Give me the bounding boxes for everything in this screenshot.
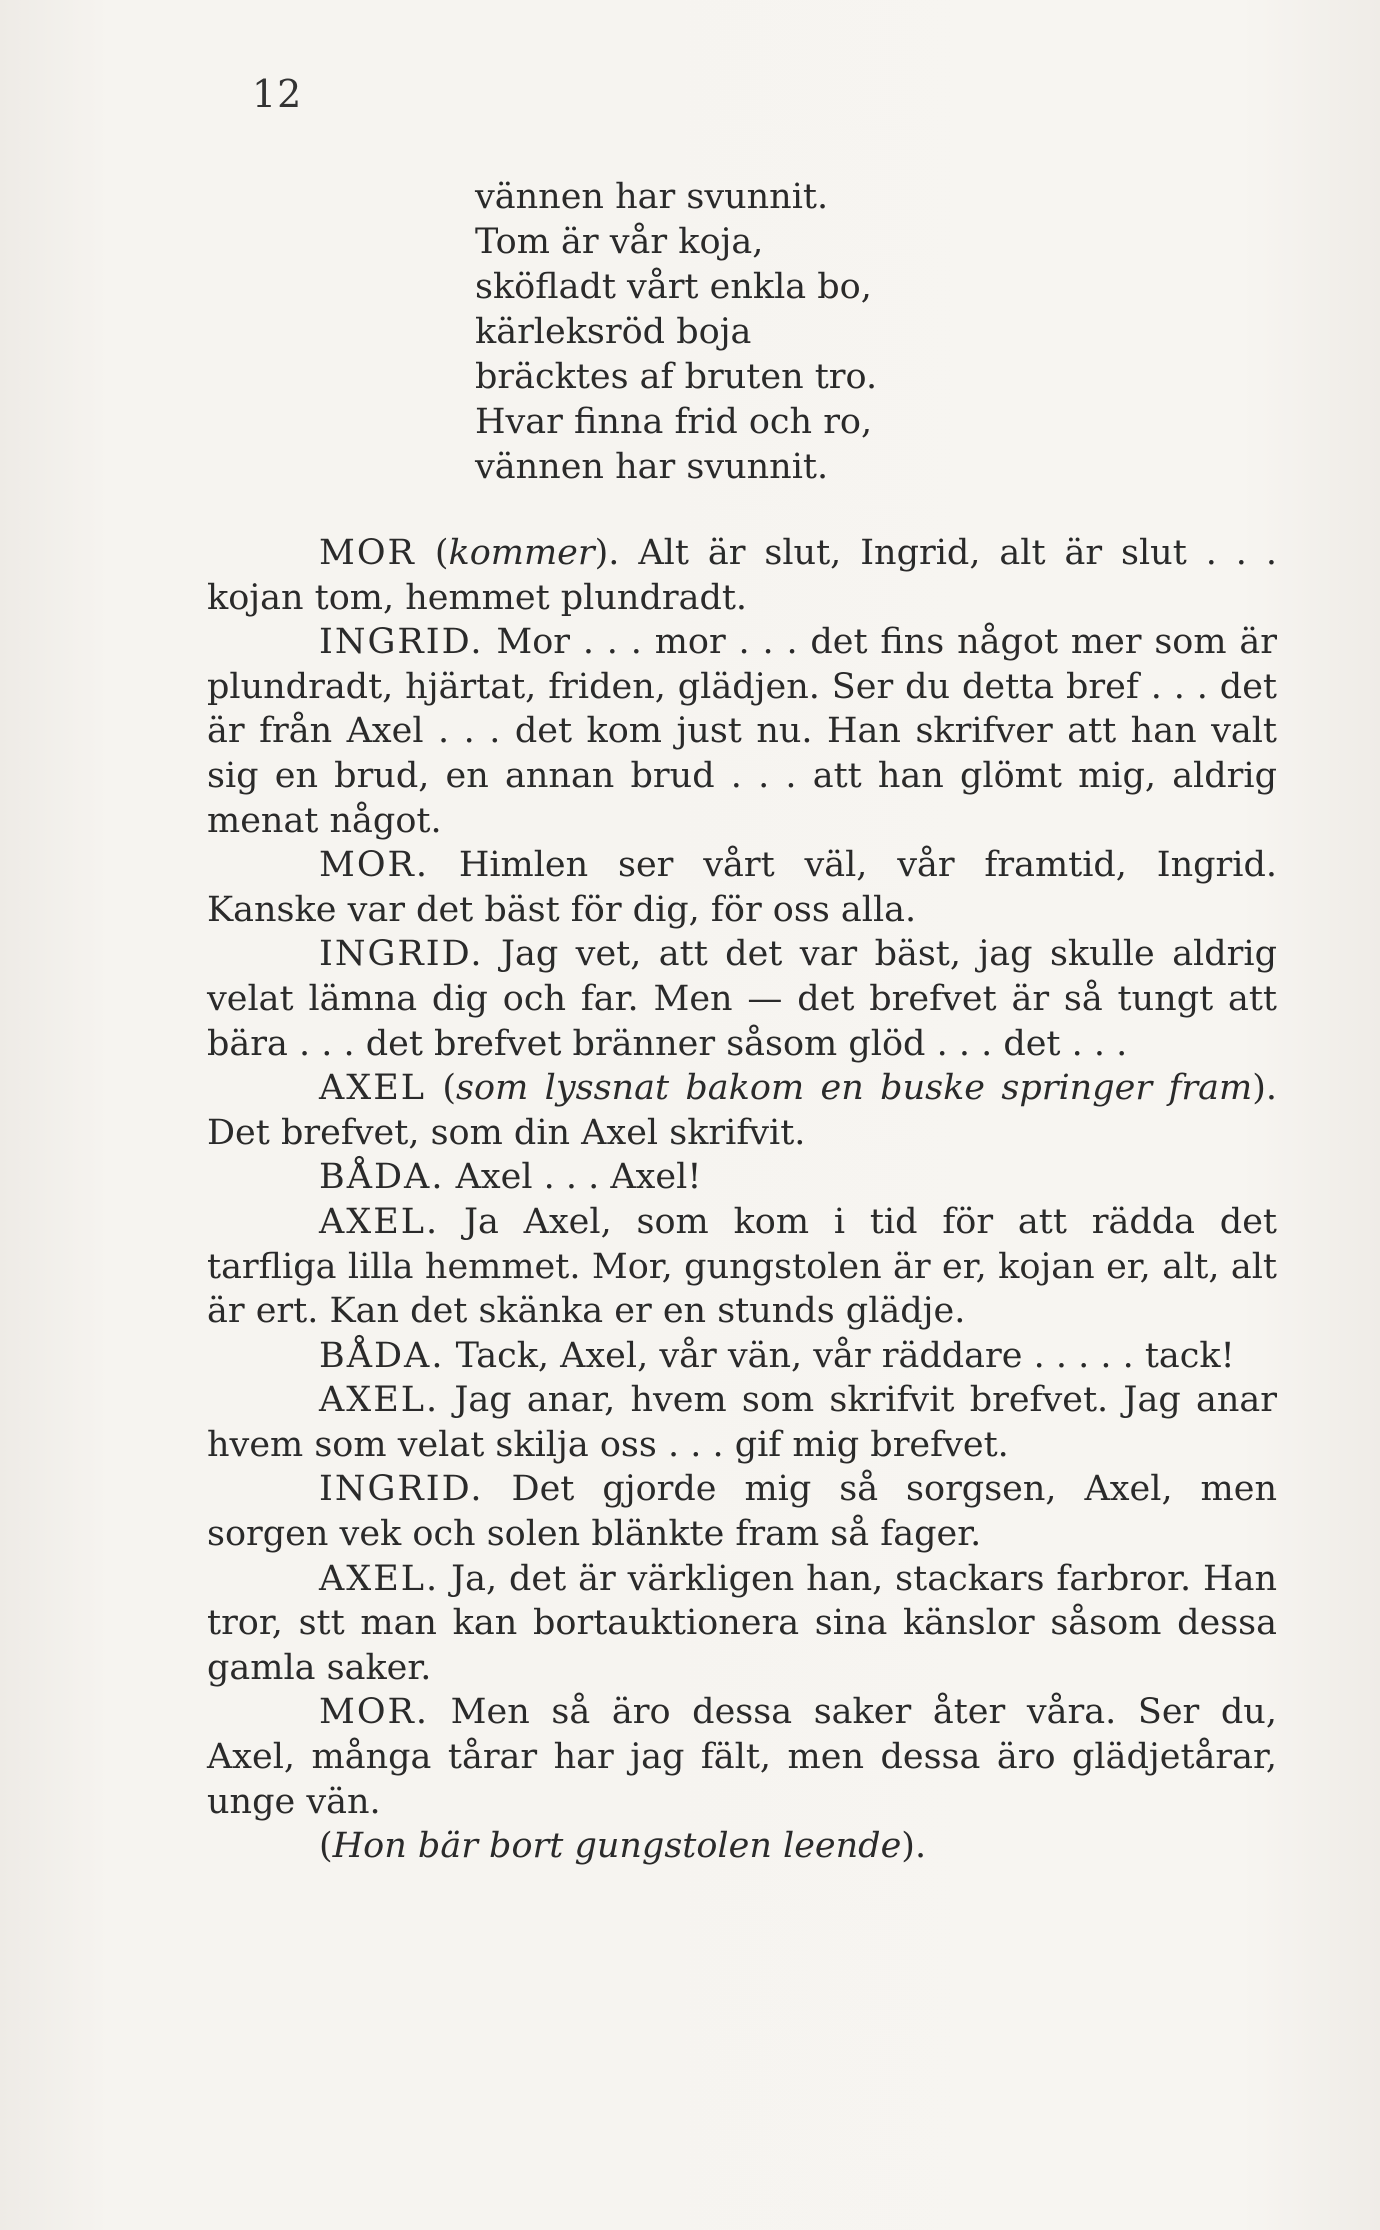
dialogue-paragraph	[207, 620, 1277, 843]
speaker-name: MOR.	[319, 845, 430, 886]
final-stage-direction: Hon bär bort gungstolen leende	[332, 1826, 902, 1867]
poem-line: vännen har svunnit.	[475, 447, 829, 487]
dialogue-line: Det gjorde mig så sorgsen, Axel, men sorgen vek och solen blänkte fram så fager.	[207, 1469, 1277, 1555]
dialogue-paragraph: AXEL (som lyssnat bakom en buske springer fram). Det brefvet, som din Axel skrifvit.	[207, 1068, 1277, 1153]
dialogue-line: Mor . . . mor . . . det fins något mer som är plundradt, hjärtat, friden, glädjen. Ser du detta bref . . . det är från Axel . . . det kom just nu. Han skrifver att han valt sig en brud, en annan brud . . . att han glömt mig, aldrig menat något.	[207, 622, 1277, 841]
dialogue-paragraph	[207, 1200, 1277, 1334]
dialogue-line: Ja, det är värkligen han, stackars farbror. Han tror, stt man kan bortauktionera sina känslor såsom dessa gamla saker.	[207, 1558, 1277, 1688]
poem-line: kärleksröd boja	[475, 312, 752, 352]
final-stage-direction-line: (Hon bär bort gungstolen leende).	[319, 1826, 927, 1867]
dialogue-paragraph	[207, 1378, 1277, 1467]
speaker-name: BÅDA.	[319, 1335, 445, 1376]
stage-direction: kommer	[448, 533, 595, 573]
speaker-name: AXEL.	[319, 1201, 440, 1242]
dialogue-paragraph	[207, 932, 1277, 1066]
poem-line: Tom är vår koja,	[475, 222, 764, 262]
stage-direction: som lyssnat bakom en buske springer fram	[456, 1068, 1253, 1109]
dialogue-paragraph	[207, 843, 1277, 932]
dialogue-line: Jag vet, att det var bäst, jag skulle aldrig velat lämna dig och far. Men — det brefvet är så tungt att bära . . . det brefvet bränner såsom glöd . . . det . . .	[207, 934, 1277, 1064]
dialogue-line: Ja Axel, som kom i tid för att rädda det tarfliga lilla hemmet. Mor, gungstolen är er, kojan er, alt, alt är ert. Kan det skänka er en stunds glädje.	[207, 1201, 1277, 1332]
speaker-name: MOR.	[319, 1692, 430, 1733]
page-number: 12	[252, 72, 303, 116]
dialogue-paragraph	[207, 1467, 1277, 1556]
dialogue-line: Jag anar, hvem som skrifvit brefvet. Jag anar hvem som velat skilja oss . . . gif mig brefvet.	[207, 1380, 1277, 1465]
dialogue-line: Tack, Axel, vår vän, vår räddare . . . . . tack!	[455, 1335, 1235, 1376]
dialogue-line: Alt är slut, Ingrid, alt är slut . . . kojan tom, hemmet plundradt.	[207, 533, 1277, 618]
poem-line: vännen har svunnit.	[475, 177, 829, 217]
poem-stanza	[475, 175, 877, 490]
poem-line: sköfladt vårt enkla bo,	[475, 267, 872, 307]
speaker-name: AXEL.	[319, 1380, 440, 1421]
poem-line: bräcktes af bruten tro.	[475, 357, 878, 397]
speaker-name: MOR	[319, 533, 416, 573]
dialogue-paragraph: MOR (kommer). Alt är slut, Ingrid, alt är slut . . . kojan tom, hemmet plundradt.	[207, 533, 1277, 618]
dialogue-line: Himlen ser vårt väl, vår framtid, Ingrid. Kanske var det bäst för dig, för oss alla.	[207, 845, 1277, 930]
speaker-name: AXEL.	[319, 1558, 440, 1599]
dialogue-paragraph	[207, 1334, 1277, 1379]
dialogue-paragraph	[207, 1557, 1277, 1691]
dialogue-text	[207, 531, 1277, 1869]
speaker-name: INGRID.	[319, 1469, 484, 1510]
dialogue-paragraph	[207, 1155, 1277, 1200]
poem-line: Hvar finna frid och ro,	[475, 402, 873, 442]
speaker-name: BÅDA.	[319, 1157, 445, 1198]
speaker-name: INGRID.	[319, 934, 484, 975]
speaker-name: INGRID.	[319, 622, 484, 663]
dialogue-line: Axel . . . Axel!	[455, 1157, 702, 1198]
speaker-name: AXEL	[319, 1068, 426, 1109]
dialogue-line: Men så äro dessa saker åter våra. Ser du, Axel, många tårar har jag fält, men dessa äro glädjetårar, unge vän.	[207, 1692, 1277, 1822]
dialogue-line: Det brefvet, som din Axel skrifvit.	[207, 1112, 806, 1153]
dialogue-paragraph	[207, 1690, 1277, 1824]
